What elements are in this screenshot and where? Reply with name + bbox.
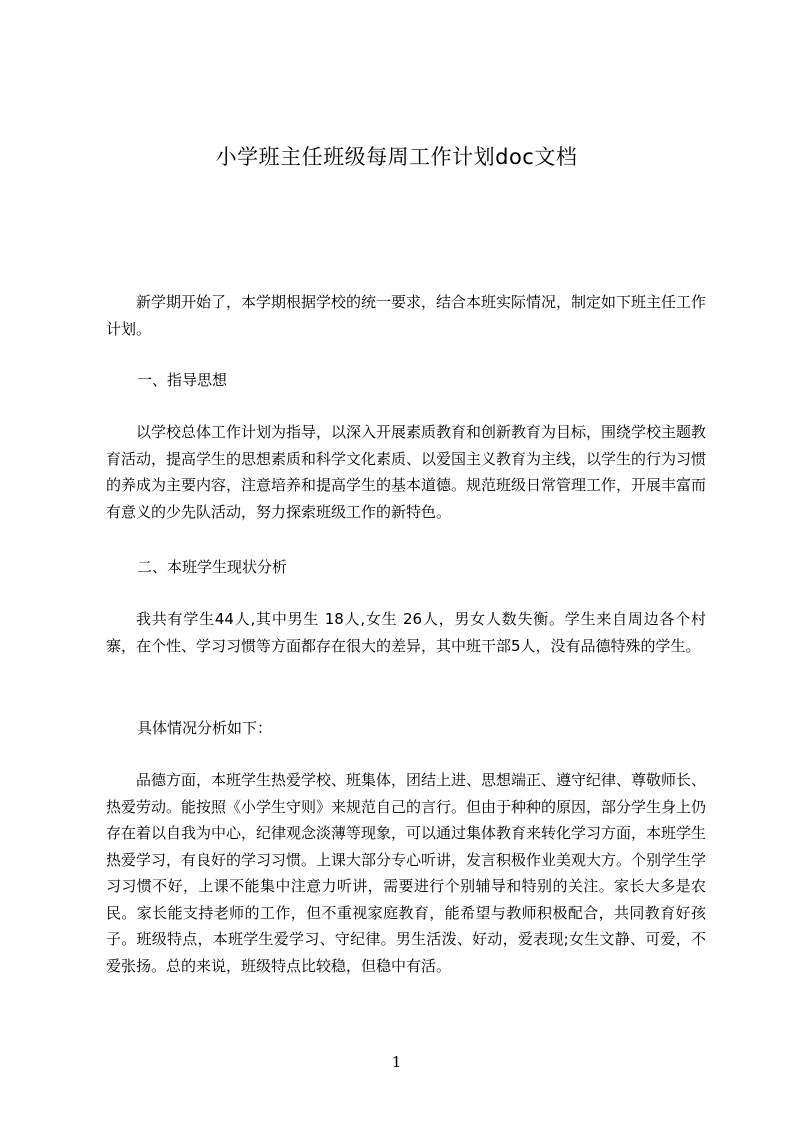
class-status-paragraph: 我共有学生44人,其中男生 18人,女生 26人，男女人数失衡。学生来自周边各个村寨，在个性、学习习惯等方面都存在很大的差异，其中班干部5人，没有品德特殊的学生。 <box>106 610 706 655</box>
guiding-thought-paragraph: 以学校总体工作计划为指导，以深入开展素质教育和创新教育为目标，围绕学校主题教育活动，提高学生的思想素质和科学文化素质、以爱国主义教育为主线，以学生的行为习惯的养成为主要内容，注意培养和提高学生的基本道德。规范班级日常管理工作，开展丰富而有意义的少先队活动，努力探索班级工作的新特色。 <box>106 423 707 521</box>
intro-paragraph: 新学期开始了，本学期根据学校的统一要求，结合本班实际情况，制定如下班主任工作计划。 <box>106 293 707 338</box>
page-number: 1 <box>391 1053 402 1071</box>
analysis-paragraph: 品德方面，本班学生热爱学校、班集体，团结上进、思想端正、遵守纪律、尊敬师长、热爱劳动。能按照《小学生守则》来规范自己的言行。但由于种种的原因，部分学生身上仍存在着以自我为中心，纪律观念淡薄等现象，可以通过集体教育来转化学习方面，本班学生热爱学习，有良好的学习习惯。上课大部分专心听讲，发言积极作业美观大方。个别学生学习习惯不好，上课不能集中注意力听讲，需要进行个别辅导和特别的关注。家长大多是农民。家长能支持老师的工作，但不重视家庭教育，能希望与教师积极配合，共同教育好孩子。班级特点，本班学生爱学习、守纪律。男生活泼、好动，爱表现;女生文静、可爱，不爱张扬。总的来说，班级特点比较稳，但稳中有活。 <box>106 771 707 975</box>
document-title: 小学班主任班级每周工作计划doc文档 <box>215 145 578 169</box>
section-heading-guiding-thought: 一、指导思想 <box>137 371 228 389</box>
section-heading-class-status: 二、本班学生现状分析 <box>137 558 288 576</box>
analysis-heading: 具体情况分析如下： <box>137 719 273 737</box>
